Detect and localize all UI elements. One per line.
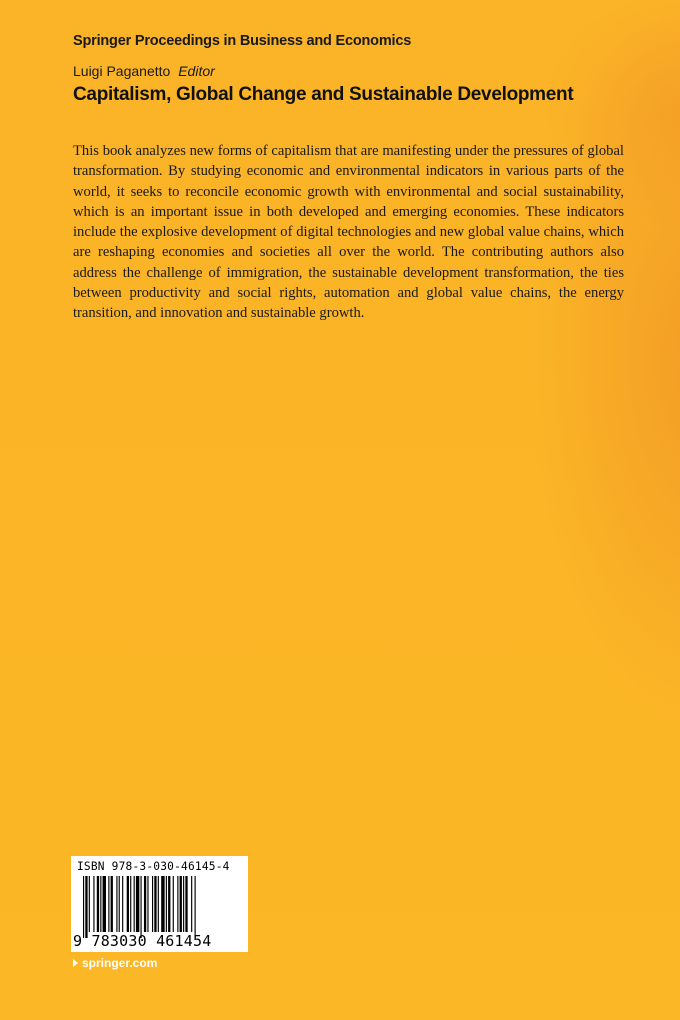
- barcode-bar: [119, 876, 120, 932]
- barcode-bar: [130, 876, 131, 932]
- barcode-bar: [177, 876, 178, 932]
- barcode-bar: [100, 876, 101, 932]
- barcode-bar: [185, 876, 187, 932]
- editor-line: [73, 63, 215, 79]
- barcode-bar: [168, 876, 170, 932]
- barcode-bar: [111, 876, 113, 932]
- barcode-bar: [122, 876, 123, 932]
- book-title: Capitalism, Global Change and Sustainable Development: [73, 84, 574, 105]
- barcode-bar: [161, 876, 164, 932]
- barcode-bar: [127, 876, 129, 932]
- arrow-right-icon: [73, 959, 78, 967]
- barcode-bar: [83, 876, 84, 938]
- barcode-bar: [141, 876, 142, 938]
- springer-website-link[interactable]: [73, 956, 157, 970]
- barcode-bar: [183, 876, 184, 932]
- barcode-bar: [144, 876, 146, 932]
- barcode-bar: [85, 876, 87, 938]
- website-label: springer.com: [82, 956, 158, 970]
- barcode-bar: [134, 876, 135, 932]
- barcode-bar: [93, 876, 94, 932]
- editor-role: Editor: [178, 63, 215, 79]
- barcode-bar: [116, 876, 117, 932]
- barcode-bar: [166, 876, 167, 932]
- editor-name: Luigi Paganetto: [73, 63, 171, 79]
- barcode-bar: [158, 876, 159, 932]
- barcode-bar: [195, 876, 196, 938]
- series-title: Springer Proceedings in Business and Economics: [73, 33, 412, 49]
- barcode-bar: [191, 876, 192, 932]
- barcode-bar: [154, 876, 156, 932]
- barcode-bar: [108, 876, 109, 932]
- barcode-bar: [97, 876, 99, 932]
- isbn-barcode-panel: [71, 856, 248, 952]
- book-description: This book analyzes new forms of capitalism that are manifesting under the pressures of global transformation. By studying economic and environmental indicators in various parts of the world, it seeks to reconcile economic growth with environmental and social sustainability, which is an important issue in both developed and emerging economies. These indicators include the explosive development of digital technologies and new global value chains, which are reshaping economies and societies all over the world. The contributing authors also address the challenge of immigration, the sustainable development transformation, the ties between productivity and social rights, automation and global value chains, the energy transition, and innovation and sustainable growth.: [73, 143, 624, 322]
- barcode-bar: [103, 876, 106, 932]
- isbn-label: ISBN 978-3-030-46145-4: [77, 860, 230, 873]
- barcode-number: 9 783030 461454: [73, 932, 212, 950]
- barcode-bar: [147, 876, 148, 932]
- barcode-bar: [89, 876, 90, 932]
- barcode-bar: [180, 876, 182, 932]
- barcode-bar: [152, 876, 153, 932]
- barcode-bar: [136, 876, 139, 932]
- barcode-bar: [173, 876, 174, 932]
